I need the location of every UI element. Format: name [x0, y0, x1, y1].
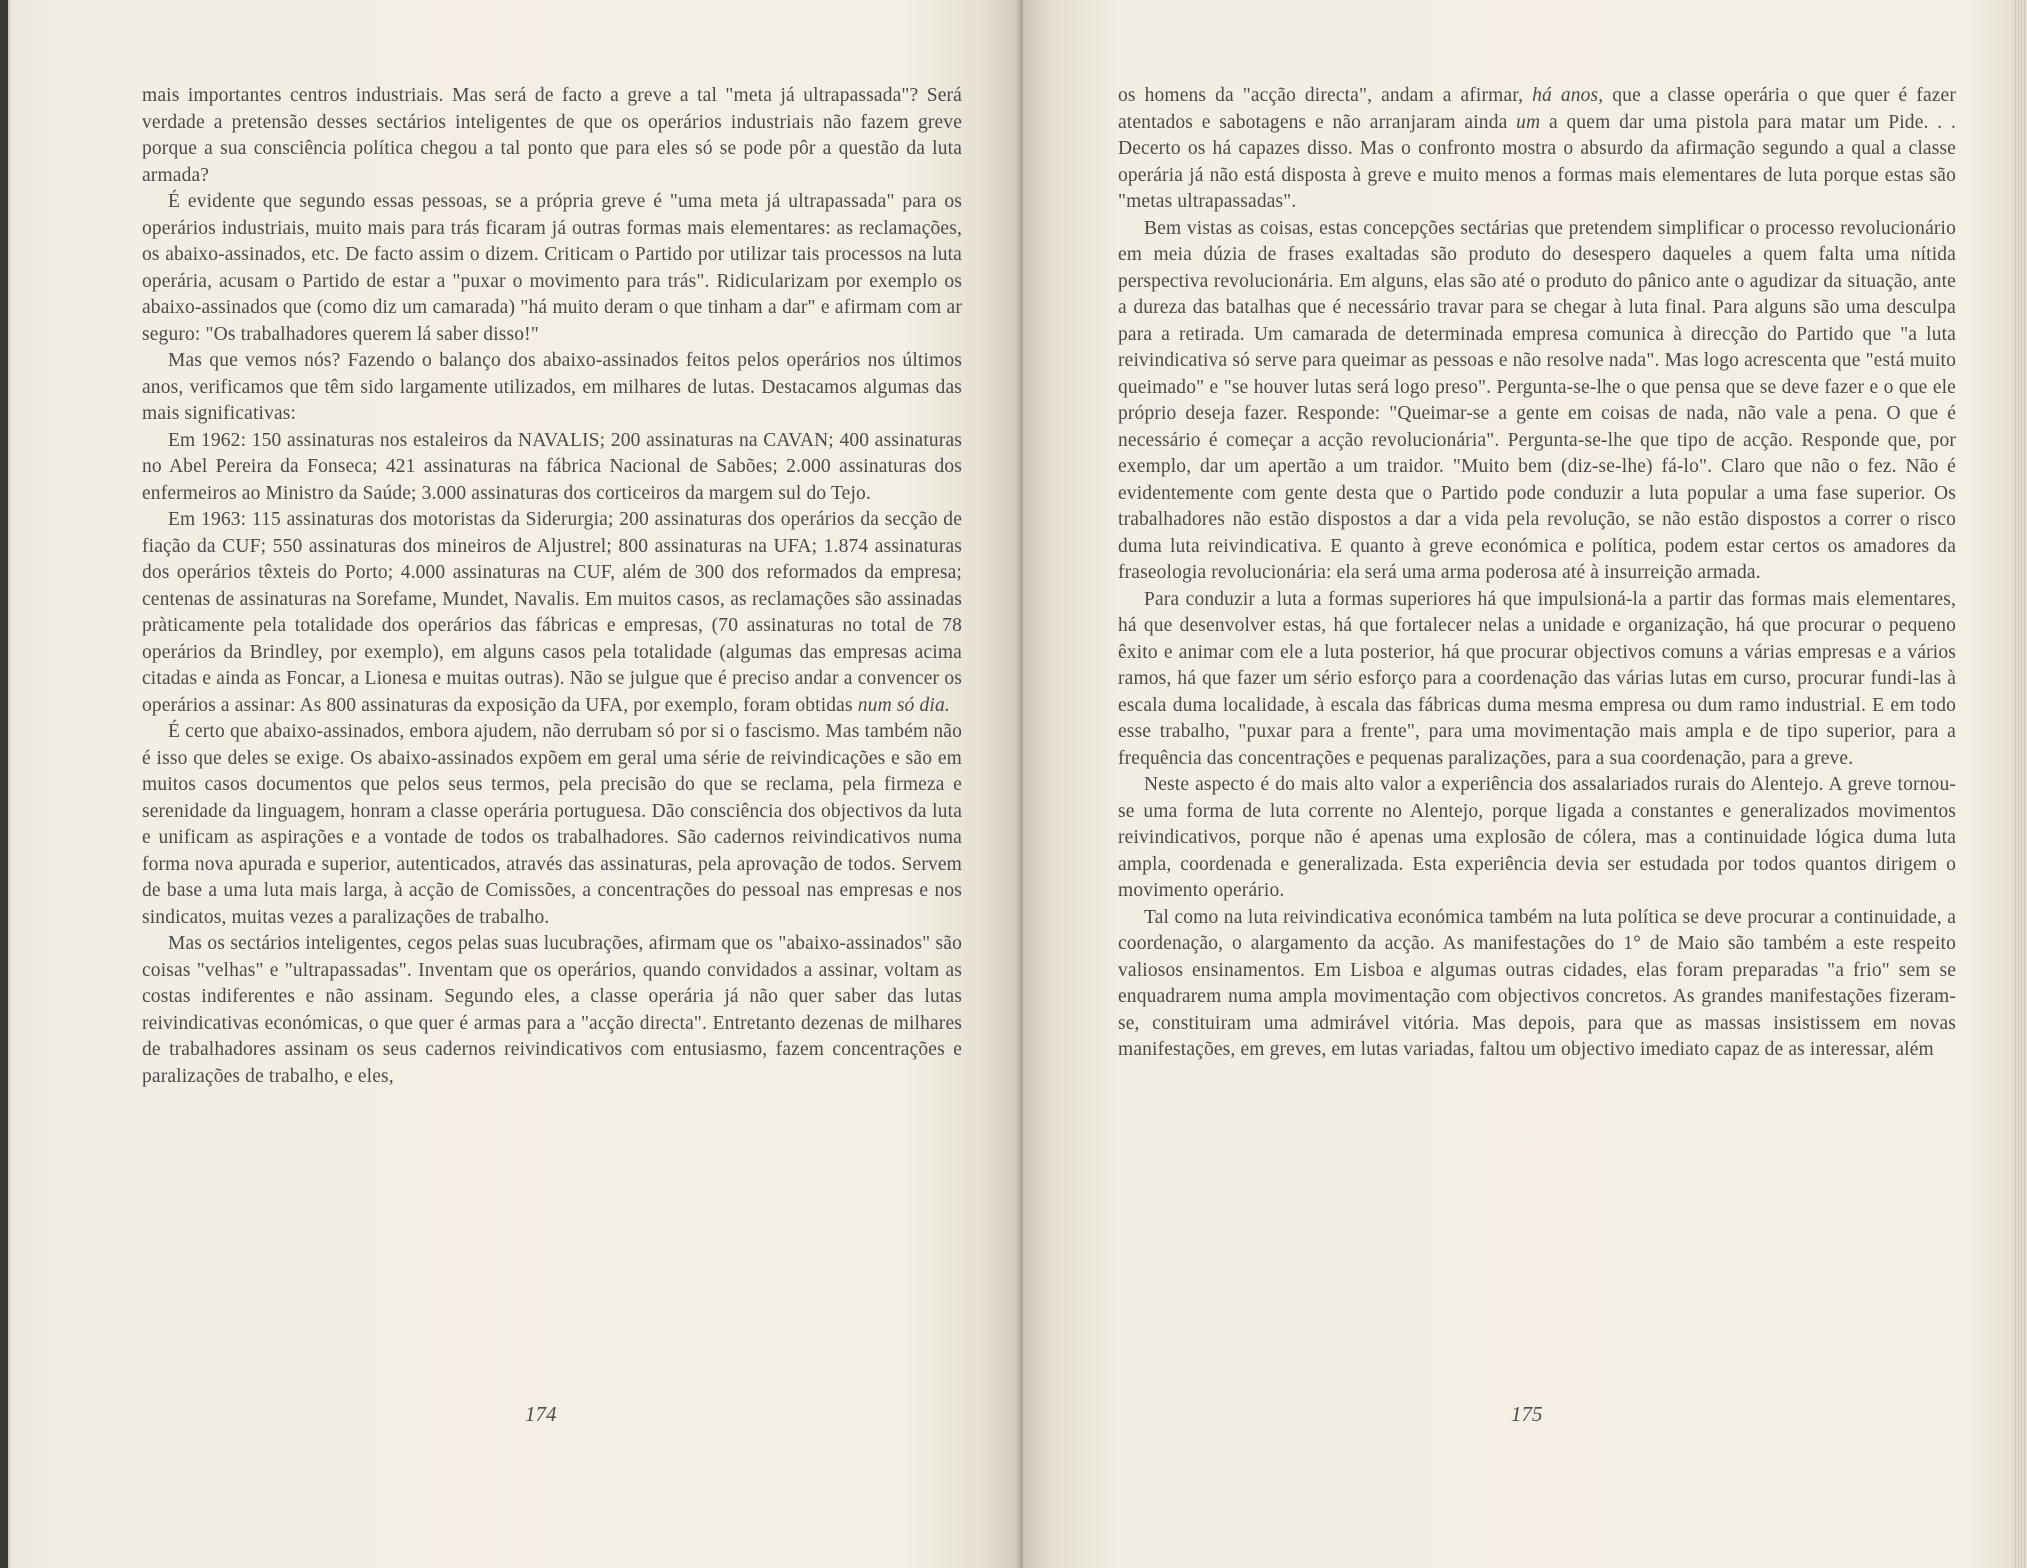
paragraph: Para conduzir a luta a formas superiores há que impulsioná-la a partir das formas mais elementares, há que desenvolver estas, há que fortalecer nelas a unidade e organização, há que procurar o pequeno êxito e animar com ele a luta posterior, há que procurar objectivos comuns a várias empresas e a vários ramos, há que fazer um sério esforço para a coordenação das várias lutas em curso, procurar fundi-las à escala duma localidade, à escala das fábricas duma mesma empresa ou dum ramo industrial. E em todo esse trabalho, "puxar para a frente", para uma movimentação mais ampla e de tipo superior, para a frequência das concentrações e pequenas paralizações, para a sua coordenação, para a greve. [1118, 588, 1956, 769]
paragraph-text: os homens da "acção directa", andam a afirmar, [1118, 85, 1524, 106]
paragraph: mais importantes centros industriais. Mas será de facto a greve a tal "meta já ultrapassada"? Será verdade a pretensão desses sectários inteligentes de que os operários industriais não fazem greve porque a sua consciência política chegou a tal ponto que para eles só se pode pôr a questão da luta armada? [142, 85, 962, 186]
paragraph: Tal como na luta reivindicativa económica também na luta política se deve procurar a continuidade, a coordenação, o alargamento da acção. As manifestações do 1° de Maio são também a este respeito valiosos ensinamentos. Em Lisboa e algumas outras cidades, elas foram preparadas "a frio" sem se enquadrarem numa ampla movimentação com objectivos concretos. As grandes manifestações fizeram-se, constituiram uma admirável vitória. Mas depois, para que as massas insistissem em novas manifestações, em greves, em lutas variadas, faltou um objectivo imediato capaz de as interessar, além [1118, 906, 1956, 1060]
paragraph-text: a quem dar uma pistola para matar um Pide. . . Decerto os há capazes disso. Mas o confronto mostra o absurdo da afirmação segundo a qual a classe operária já não está disposta à greve e muito menos a formas mais elementares de luta porque estas são "metas ultrapassadas". [1118, 111, 1956, 212]
paragraph-with-italic [1118, 83, 1956, 216]
italic-word: um [1516, 111, 1541, 133]
paragraph: Em 1962: 150 assinaturas nos estaleiros da NAVALIS; 200 assinaturas na CAVAN; 400 assinaturas no Abel Pereira da Fonseca; 421 assinaturas na fábrica Nacional de Sabões; 2.000 assinaturas dos enfermeiros ao Ministro da Saúde; 3.000 assinaturas dos corticeiros da margem sul do Tejo. [142, 429, 962, 504]
paragraph: Mas que vemos nós? Fazendo o balanço dos abaixo-assinados feitos pelos operários nos últimos anos, verificamos que têm sido largamente utilizados, em milhares de lutas. Destacamos algumas das mais significativas: [142, 350, 962, 424]
right-page [1023, 0, 2027, 1568]
italic-phrase: num só dia. [857, 694, 950, 716]
right-page-body [1118, 83, 1956, 1064]
paragraph-with-italic [142, 507, 962, 719]
paragraph: É evidente que segundo essas pessoas, se a própria greve é "uma meta já ultrapassada" para os operários industriais, muito mais para trás ficaram já outras formas mais elementares: as reclamações, os abaixo-assinados, etc. De facto assim o dizem. Criticam o Partido por utilizar tais processos na luta operária, acusam o Partido de estar a "puxar o movimento para trás". Ridicularizam por exemplo os abaixo-assinados que (como diz um camarada) "há muito deram o que tinham a dar" e afirmam com ar seguro: "Os trabalhadores querem lá saber disso!" [142, 191, 962, 345]
paragraph-text: que a classe operária o que quer é fazer atentados e sabotagens e não arranjaram ainda [1118, 85, 1957, 133]
paragraph-text: Em 1963: 115 assinaturas dos motoristas da Siderurgia; 200 assinaturas dos operários da secção de fiação da CUF; 550 assinaturas dos mineiros de Aljustrel; 800 assinaturas na UFA; 1.874 assinaturas dos operários têxteis do Porto; 4.000 assinaturas na CUF, além de 300 dos reformados da empresa; centenas de assinaturas na Sorefame, Mundet, Navalis. Em muitos casos, as reclamações são assinadas pràticamente pela totalidade dos operários das fábricas e empresas, (70 assinaturas no total de 78 operários da Brindley, por exemplo), em alguns casos pela totalidade (algumas das empresas acima citadas e ainda as Foncar, a Lionesa e muitas outras). Não se julgue que é preciso andar a convencer os operários a assinar: As 800 assinaturas da exposição da UFA, por exemplo, foram obtidas [142, 509, 962, 716]
italic-phrase: há anos, [1532, 85, 1604, 106]
paragraph: Bem vistas as coisas, estas concepções sectárias que pretendem simplificar o processo revolucionário em meia dúzia de frases exaltadas são produto do desespero daqueles a quem falta uma nítida perspectiva revolucionária. Em alguns, elas são até o produto do pânico ante o agudizar da situação, ante a dureza das batalhas que é necessário travar para se chegar à luta final. Para alguns são uma desculpa para a retirada. Um camarada de determinada empresa comunica à direcção do Partido que "a luta reivindicativa só serve para queimar as pessoas e não resolve nada". Mas logo acrescenta que "está muito queimado" e "se houver lutas será logo preso". Pergunta-se-lhe o que pensa que se deve fazer e o que ele próprio deseja fazer. Responde: "Queimar-se a gente em coisas de nada, não vale a pena. O que é necessário é começar a acção revolucionária". Pergunta-se-lhe que tipo de acção. Responde que, por exemplo, dar um apertão a um traidor. "Muito bem (diz-se-lhe) fá-lo". Claro que não o fez. Não é evidentemente com gente desta que o Partido pode conduzir a luta popular a uma fase superior. Os trabalhadores não estão dispostos a dar a vida pela revolução, se não estão dispostos a correr o risco duma luta reivindicativa. E quanto à greve económica e política, podem estar certos os amadores da fraseologia revolucionária: ela será uma arma poderosa até à insurreição armada. [1118, 217, 1956, 583]
left-page [8, 0, 1023, 1568]
page-number: 174 [525, 1402, 557, 1426]
left-page-body [142, 83, 962, 1090]
paragraph: Neste aspecto é do mais alto valor a experiência dos assalariados rurais do Alentejo. A greve tornou-se uma forma de luta corrente no Alentejo, porque ligada a constantes e generalizados movimentos reivindicativos, porque não é apenas uma explosão de cólera, mas a continuidade lógica duma luta ampla, coordenada e generalizada. Esta experiência devia ser estudada por todos quantos dirigem o movimento operário. [1118, 774, 1956, 901]
page-number: 175 [1511, 1402, 1543, 1426]
paragraph: Mas os sectários inteligentes, cegos pelas suas lucubrações, afirmam que os "abaixo-assinados" são coisas "velhas" e "ultrapassadas". Inventam que os operários, quando convidados a assinar, voltam as costas indiferentes e não assinam. Segundo eles, a classe operária já não quer saber das lutas reivindicativas económicas, o que quer é armas para a "acção directa". Entretanto dezenas de milhares de trabalhadores assinam os seus cadernos reivindicativos com entusiasmo, fazem concentrações e paralizações de trabalho, e eles, [142, 933, 962, 1087]
paragraph: É certo que abaixo-assinados, embora ajudem, não derrubam só por si o fascismo. Mas também não é isso que deles se exige. Os abaixo-assinados expõem em geral uma série de reivindicações e são em muitos casos documentos que pelos seus termos, pela precisão do que se reclama, pela firmeza e serenidade da linguagem, honram a classe operária portuguesa. Dão consciência dos objectivos da luta e unificam as aspirações e a vontade de todos os trabalhadores. São cadernos reivindicativos numa forma nova apurada e superior, autenticados, através das assinaturas, pela aprovação de todos. Servem de base a uma luta mais larga, à acção de Comissões, a concentrações do pessoal nas empresas e nos sindicatos, muitas vezes a paralizações de trabalho. [142, 721, 962, 928]
